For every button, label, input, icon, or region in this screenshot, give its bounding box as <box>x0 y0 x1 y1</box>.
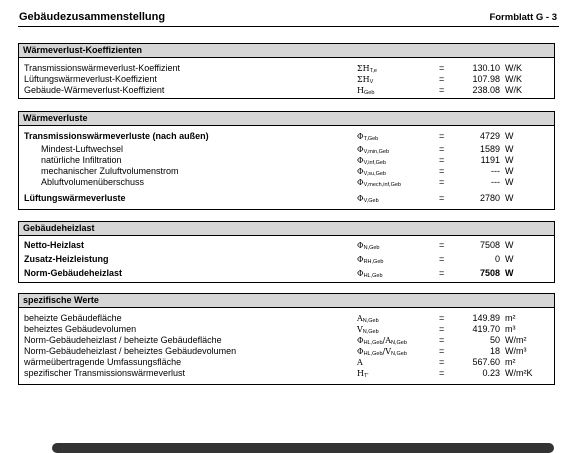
section-waermeverlust-koeffizienten <box>18 43 555 99</box>
row-label: Lüftungswärmeverlust-Koeffizient <box>24 74 157 84</box>
table-row <box>19 155 554 166</box>
row-unit: W/m² <box>505 335 527 345</box>
row-label: beheiztes Gebäudevolumen <box>24 324 137 334</box>
header-divider <box>18 26 559 27</box>
row-unit: W <box>505 254 514 264</box>
table-row <box>19 368 554 379</box>
row-unit: m² <box>505 313 516 323</box>
row-equals: = <box>439 368 445 378</box>
row-symbol: $\Phi_{HL,Geb}$ <box>357 269 383 279</box>
row-value: 0.23 <box>482 368 500 378</box>
row-equals: = <box>439 254 445 264</box>
row-unit: W <box>505 240 514 250</box>
row-equals: = <box>439 166 445 176</box>
row-value: --- <box>491 166 500 176</box>
row-equals: = <box>439 268 445 278</box>
section-title: Wärmeverlust-Koeffizienten <box>19 44 554 58</box>
horizontal-scrollbar[interactable] <box>52 443 554 453</box>
row-equals: = <box>439 74 445 84</box>
table-row <box>19 346 554 357</box>
table-row <box>19 254 554 265</box>
table-row <box>19 268 554 279</box>
row-symbol: $\Phi_{V,min,Geb}$ <box>357 145 390 155</box>
row-value: --- <box>491 177 500 187</box>
row-unit: W <box>505 193 514 203</box>
table-row <box>19 313 554 324</box>
row-label: Lüftungswärmeverluste <box>24 193 126 203</box>
row-value: 1191 <box>480 155 500 165</box>
row-label: mechanischer Zuluftvolumenstrom <box>41 166 179 176</box>
row-value: 238.08 <box>472 85 500 95</box>
row-value: 567.60 <box>472 357 500 367</box>
row-equals: = <box>439 85 445 95</box>
table-row <box>19 240 554 251</box>
row-symbol: $V_{N,Geb}$ <box>357 325 379 335</box>
row-symbol: $\Sigma H_V$ <box>357 75 374 85</box>
table-row <box>19 357 554 368</box>
table-row <box>19 166 554 177</box>
row-value: 0 <box>494 254 500 264</box>
row-equals: = <box>439 193 445 203</box>
row-symbol: $\Phi_{V,su,Geb}$ <box>357 167 386 177</box>
row-symbol: $H_{T'}$ <box>357 369 369 379</box>
row-equals: = <box>439 313 445 323</box>
row-unit: W/m³ <box>505 346 527 356</box>
section-title: Gebäudeheizlast <box>19 222 554 236</box>
table-row <box>19 144 554 155</box>
row-value: 7508 <box>479 268 500 278</box>
row-symbol: A <box>357 358 363 367</box>
row-equals: = <box>439 240 445 250</box>
row-unit: m² <box>505 357 516 367</box>
row-equals: = <box>439 335 445 345</box>
table-row <box>19 74 554 85</box>
row-value: 18 <box>489 346 500 356</box>
section-title: spezifische Werte <box>19 294 554 308</box>
row-symbol: $\Phi_{V,Geb}$ <box>357 194 379 204</box>
row-equals: = <box>439 155 445 165</box>
row-equals: = <box>439 346 445 356</box>
row-equals: = <box>439 144 445 154</box>
section-gebaeudeheizlast <box>18 221 555 283</box>
row-label: natürliche Infiltration <box>41 155 122 165</box>
row-label: Netto-Heizlast <box>24 240 85 250</box>
table-row <box>19 63 554 74</box>
row-value: 107.98 <box>472 74 500 84</box>
table-row <box>19 131 554 142</box>
row-label: Transmissionswärmeverluste (nach außen) <box>24 131 209 141</box>
row-label: Gebäude-Wärmeverlust-Koeffizient <box>24 85 165 95</box>
row-symbol: $\Phi_{RH,Geb}$ <box>357 255 384 265</box>
row-label: Mindest-Luftwechsel <box>41 144 124 154</box>
row-symbol: $A_{N,Geb}$ <box>357 314 379 324</box>
table-row <box>19 177 554 188</box>
row-label: spezifischer Transmissionswärmeverlust <box>24 368 186 378</box>
row-value: 50 <box>489 335 500 345</box>
section-spezifische-werte <box>18 293 555 385</box>
row-unit: W/K <box>505 63 522 73</box>
row-value: 4729 <box>479 131 500 141</box>
row-unit: W <box>505 144 514 154</box>
row-value: 2780 <box>479 193 500 203</box>
row-value: 130.10 <box>472 63 500 73</box>
row-value: 419.70 <box>472 324 500 334</box>
form-label: Formblatt G - 3 <box>489 12 557 23</box>
row-unit: W <box>505 166 514 176</box>
row-label: Transmissionswärmeverlust-Koeffizient <box>24 63 181 73</box>
row-unit: W <box>505 155 514 165</box>
table-row <box>19 335 554 346</box>
row-value: 1589 <box>479 144 500 154</box>
table-row <box>19 324 554 335</box>
row-unit: W/K <box>505 74 522 84</box>
row-equals: = <box>439 131 445 141</box>
row-label: Zusatz-Heizleistung <box>24 254 109 264</box>
row-unit: W <box>505 131 514 141</box>
row-unit: W <box>505 268 514 278</box>
row-symbol: $\Sigma H_{T,e}$ <box>357 64 377 74</box>
row-label: Norm-Gebäudeheizlast <box>24 268 123 278</box>
row-label: Norm-Gebäudeheizlast / beheizte Gebäudefläche <box>24 335 222 345</box>
row-value: 7508 <box>479 240 500 250</box>
section-title: Wärmeverluste <box>19 112 554 126</box>
row-symbol: $\Phi_{HL,Geb}/V_{N,Geb}$ <box>357 347 407 357</box>
row-symbol: $H_{Geb}$ <box>357 86 375 96</box>
row-equals: = <box>439 324 445 334</box>
row-equals: = <box>439 357 445 367</box>
row-symbol: $\Phi_{V,mech,inf,Geb}$ <box>357 178 401 188</box>
row-label: wärmeübertragende Umfassungsfläche <box>24 357 182 367</box>
row-value: 149.89 <box>472 313 500 323</box>
row-equals: = <box>439 177 445 187</box>
row-symbol: $\Phi_{V,inf,Geb}$ <box>357 156 386 166</box>
row-unit: W <box>505 177 514 187</box>
row-label: Abluftvolumenüberschuss <box>41 177 145 187</box>
table-row <box>19 193 554 204</box>
row-unit: W/m²K <box>505 368 533 378</box>
row-unit: W/K <box>505 85 522 95</box>
row-label: Norm-Gebäudeheizlast / beheiztes Gebäudevolumen <box>24 346 237 356</box>
section-waermeverluste <box>18 111 555 210</box>
row-unit: m³ <box>505 324 516 334</box>
row-symbol: $\Phi_{HL,Geb}/A_{N,Geb}$ <box>357 336 407 346</box>
page-title: Gebäudezusammenstellung <box>19 11 166 23</box>
row-label: beheizte Gebäudefläche <box>24 313 122 323</box>
row-equals: = <box>439 63 445 73</box>
row-symbol: $\Phi_{N,Geb}$ <box>357 241 380 251</box>
table-row <box>19 85 554 96</box>
row-symbol: $\Phi_{T,Geb}$ <box>357 132 379 142</box>
